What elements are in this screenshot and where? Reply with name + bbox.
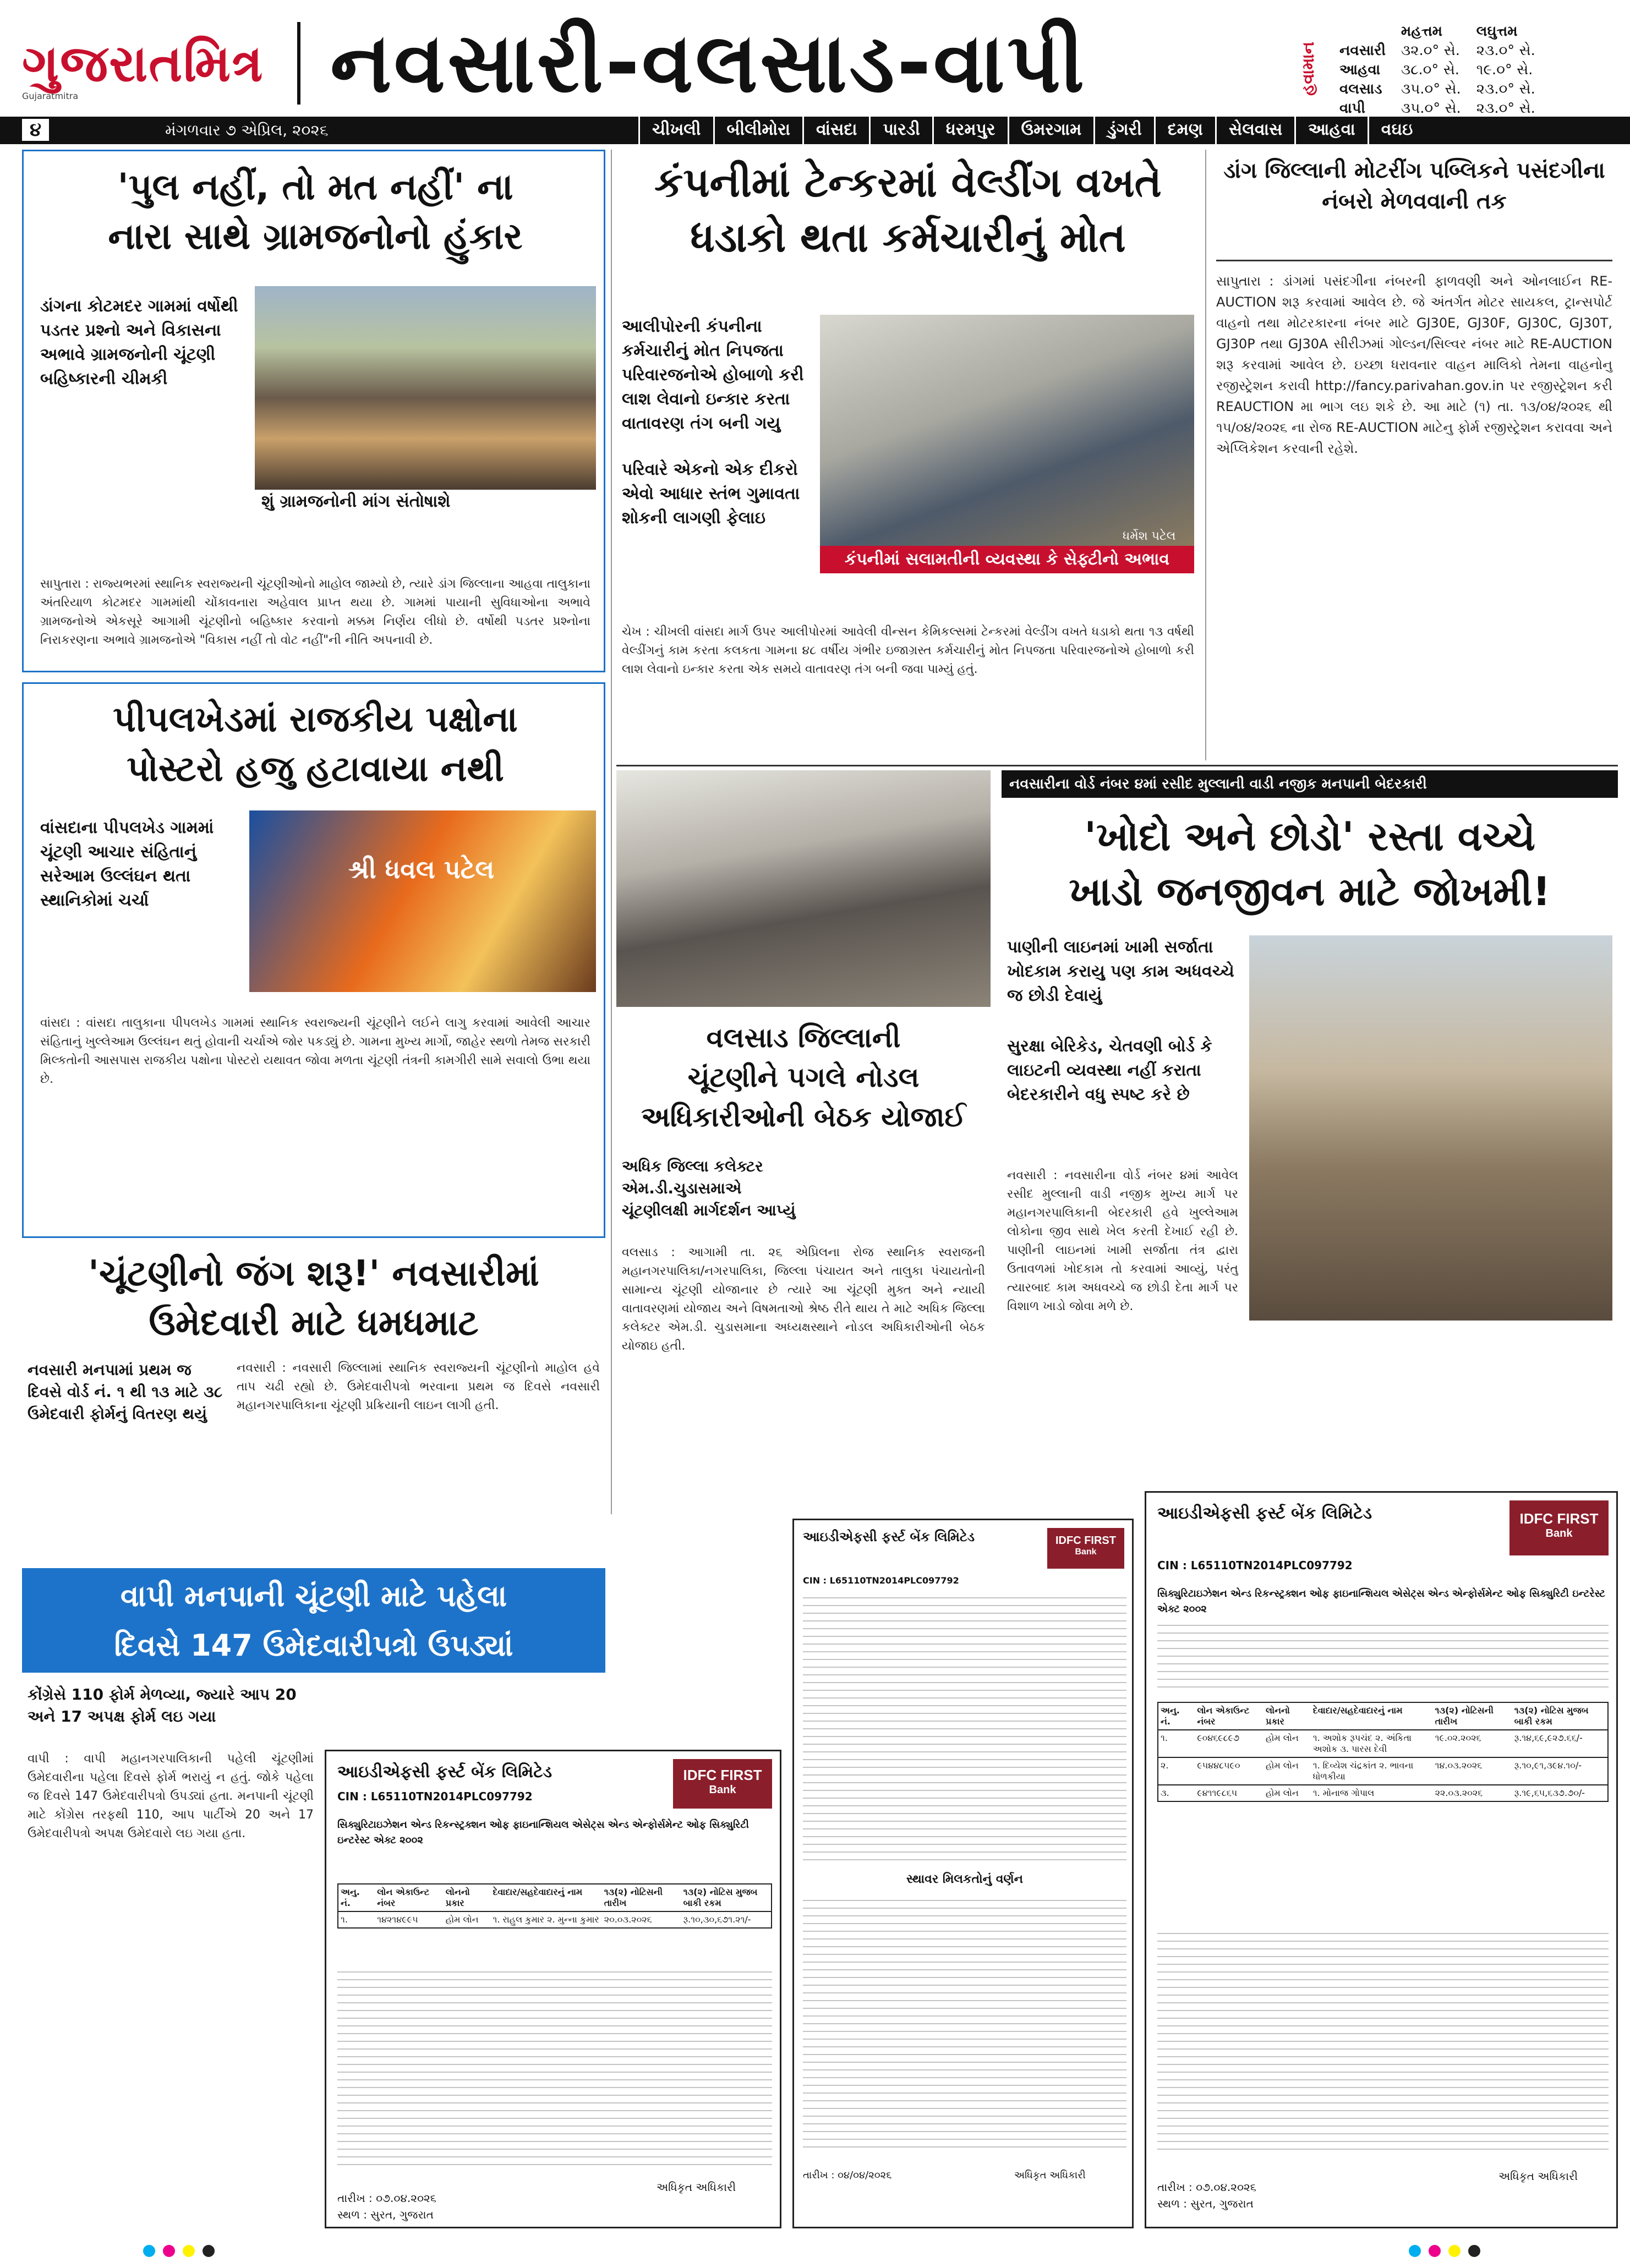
fine-print [803, 1900, 1126, 2153]
weather-row [1332, 61, 1543, 80]
logo-sub: Bank [1545, 1527, 1573, 1540]
table-row [337, 1912, 772, 1929]
bank-notice-right [1145, 1491, 1618, 2228]
cell: ૧. રાહુલ કુમાર ૨. મુન્ના કુમાર [493, 1914, 599, 1925]
col-header: અનુ. નં. [341, 1887, 360, 1908]
banner-line-1: વાપી મનપાની ચૂંટણી માટે પહેલા [120, 1579, 507, 1613]
cell: ૧૪.૦૩.૨૦૨૬ [1435, 1760, 1483, 1771]
town-chikhli: ચીખલી [638, 117, 713, 144]
story-body: નવસારી : નવસારી જિલ્લામાં સ્થાનિક સ્વરાજ્યની ચૂંટણીનો માહોલ હવે તાપ ચઢી રહ્યો છે. ઉમેદવારીપત્રો ભરવાના પ્રથમ જ દિવસે નવસારી મહાનગરપાલિકાના ચૂંટણી પ્રક્રિયાની લાઇન લાગી હતી. [237, 1361, 600, 1412]
town-pardi: પારડી [869, 117, 932, 144]
town-umargam: ઉમરગામ [1008, 117, 1094, 144]
notice-table [337, 1883, 772, 1929]
cell: હોમ લોન [1265, 1733, 1299, 1743]
banner-headline [22, 1568, 605, 1673]
magenta-mark [1429, 2245, 1441, 2257]
section-title: સ્થાવર મિલકતોનું વર્ણન [906, 1872, 1023, 1886]
pothole-photo [1249, 935, 1612, 1321]
cell: રૂ.૧૦,૩૦,૬૭૧.૨૧/- [683, 1914, 751, 1925]
photo-caption: શું ગ્રામજનોની માંગ સંતોષાશે [255, 490, 596, 513]
bank-name: આઇડીએફસી ફર્સ્ટ બેંક લિમિટેડ [1157, 1504, 1372, 1523]
cell: હોમ લોન [1265, 1788, 1299, 1798]
headline-line-1: વલસાડ જિલ્લાની [706, 1022, 901, 1054]
table-row [1157, 1785, 1609, 1802]
print-registration-marks-right [1409, 2245, 1488, 2259]
cell: ૨૦.૦૩.૨૦૨૬ [604, 1914, 652, 1925]
story-deck-2: પરિવારે એકનો એક દીકરો એવો આધાર સ્તંભ ગુમાવતા શોકની લાગણી ફેલાઇ [622, 460, 800, 528]
town-bilimora: બીલીમોરા [713, 117, 802, 144]
yellow-mark [183, 2245, 195, 2257]
story-body: નવસારી : નવસારીના વોર્ડ નંબર ૪માં આવેલ રસીદ મુલ્લાની વાડી નજીક મુખ્ય માર્ગ પર મહાનગરપાલિકાની બેદરકારી હવે ખુલ્લેઆમ લોકોના જીવ સાથે ખેલ કરતી દેખાઈ રહી છે. પાણીની લાઇનમાં ખામી સર્જાતા તંત્ર દ્વારા ઉતાવળમાં ખોદકામ તો કરવામાં આવ્યું, પરંતુ ત્યારબાદ કામ અધવચ્ચે જ છોડી દેતા માર્ગ પર વિશાળ ખાડો જોવા મળે છે. [1007, 1169, 1238, 1313]
notice-date: તારીખ : ૦૭.૦૪.૨૦૨૬ [337, 2192, 436, 2205]
notice-place: સ્થળ : સુરત, ગુજરાત [337, 2208, 434, 2221]
story-deck: અધિક જિલ્લા કલેક્ટર એમ.ડી.ચુડાસમાએ ચૂંટણીલક્ષી માર્ગદર્શન આપ્યું [622, 1157, 796, 1219]
signoff: અધિકૃત અધિકારી [657, 2181, 736, 2194]
weather-row [1332, 80, 1543, 99]
idfc-logo [1047, 1528, 1124, 1569]
town-ahwa: આહવા [1294, 117, 1368, 144]
town-list [638, 117, 1425, 144]
weather-city: વલસાડ [1339, 81, 1382, 97]
black-mark [203, 2245, 215, 2257]
fine-print [1157, 1625, 1609, 1691]
headline-line-1: 'પુલ નહીં, તો મત નહીં' ના [117, 166, 513, 208]
weather-min: ૨૩.૦° સે. [1476, 42, 1535, 59]
logo-text: IDFC FIRST [683, 1767, 762, 1783]
cell: ૨. [1161, 1760, 1169, 1771]
town-dharampur: ધરમપુર [932, 117, 1008, 144]
col-header: લોન એકાઉન્ટ નંબર [1197, 1705, 1250, 1727]
col-header: લોન એકાઉન્ટ નંબર [377, 1887, 430, 1908]
col-header: લોનનો પ્રકાર [445, 1887, 470, 1908]
idfc-logo [1509, 1500, 1609, 1555]
headline-line-1: 'ચૂંટણીનો જંગ શરૂ!' નવસારીમાં [88, 1253, 539, 1294]
notice-place: સ્થળ : સુરત, ગુજરાત [1157, 2197, 1254, 2210]
col-header: દેવાદાર/સહદેવાદારનું નામ [493, 1887, 583, 1897]
headline-line-1: કંપનીમાં ટેન્કરમાં વેલ્ડીંગ વખતે [654, 159, 1162, 206]
story-body: સાપુતારા : રાજ્યભરમાં સ્થાનિક સ્વરાજ્યની ચૂંટણીઓનો માહોલ જામ્યો છે, ત્યારે ડાંગ જિલ્લાના આહવા તાલુકાના અંતરિયાળ કોટમદર ગામમાંથી ચોંકાવનારા અહેવાલ પ્રાપ્ત થયા છે. ગામમાં પાયાની સુવિધાઓના અભાવે ગ્રામજનોએ એકસૂરે આગામી ચૂંટણીનો બહિષ્કાર કરવાનો મક્કમ નિર્ણય લીધો છે. વર્ષોથી પડતર પ્રશ્નોના નિરાકરણના અભાવે ગ્રામજનોએ "વિકાસ નહીં તો વોટ નહીં"ની નીતિ અપનાવી છે. [40, 577, 590, 647]
town-selvas: સેલવાસ [1215, 117, 1294, 144]
story-pothole [1002, 770, 1618, 1480]
headline-line-2: ચૂંટણીને પગલે નોડલ [687, 1061, 920, 1093]
weather-city: આહવા [1339, 62, 1381, 78]
story-election-rush [22, 1249, 605, 1557]
story-body: સાપુતારા : ડાંગમાં પસંદગીના નંબરની ફાળવણી અને ઓનલાઈન RE-AUCTION શરૂ કરવામાં આવેલ છે. જે અંતર્ગત મોટર સાયકલ, ટ્રાન્સપોર્ટ વાહનો તથા મોટરકારના નંબર માટે GJ30E, GJ30F, GJ30C, GJ30T, GJ30P તથા GJ30A સીરીઝમાં ગોલ્ડન/સિલ્વર નંબર માટે RE-AUCTION શરૂ કરવામાં આવેલ છે. ઇચ્છા ધરાવનાર વાહન માલિકો તેમના વાહનોનુ રજીસ્ટ્રેશન કરાવી http://fancy.parivahan.gov.in પર રજીસ્ટ્રેશન કરી REAUCTION મા ભાગ લઇ શકે છે. આ માટે (૧) તા. ૧૩/૦૪/૨૦૨૬ થી ૧૫/૦૪/૨૦૨૬ ના રોજ RE-AUCTION માટેનુ ફોર્મ રજીસ્ટ્રેશન કરાવવા અને એપ્લિકેશન કરવાની રહેશે. [1216, 273, 1612, 456]
notice-date: તારીખ : ૦૭.૦૪.૨૦૨૬ [1157, 2181, 1256, 2194]
cyan-mark [143, 2245, 155, 2257]
cell: રૂ.૧૪,૬૯,૯૨૭.૬૬/- [1514, 1733, 1583, 1743]
logo-text: IDFC FIRST [1519, 1510, 1599, 1527]
story-deck: ડાંગના કોટમદર ગામમાં વર્ષોથી પડતર પ્રશ્નો અને વિકાસના અભાવે ગ્રામજનોની ચૂંટણી બહિષ્કારની ચીમકી [40, 297, 238, 388]
print-registration-marks-left [143, 2245, 222, 2259]
story-posters [22, 682, 605, 1238]
cyan-mark [1409, 2245, 1421, 2257]
notice-table [1157, 1702, 1609, 1802]
meeting-photo [616, 770, 991, 1007]
col-header: લોનનો પ્રકાર [1265, 1705, 1290, 1727]
bank-cin: CIN : L65110TN2014PLC097792 [337, 1790, 533, 1803]
story-body: વાંસદા : વાંસદા તાલુકાના પીપલખેડ ગામમાં સ્થાનિક સ્વરાજ્યની ચૂંટણીને લઈને લાગુ કરવામાં આવેલી આચાર સંહિતાનું ખુલ્લેઆમ ઉલ્લંઘન થતું હોવાની ચર્ચાએ જોર પકડ્યું છે. ગામના મુખ્ય માર્ગો, જાહેર સ્થળો તેમજ સરકારી મિલ્કતોની આસપાસ રાજકીય પક્ષોના પોસ્ટરો યથાવત જોવા મળતા ચૂંટણી તંત્રની કામગીરી સામે સવાલો ઉભા થયા છે. [40, 1016, 590, 1086]
weather-city: નવસારી [1339, 42, 1386, 59]
story-vehicle-numbers [1211, 150, 1618, 760]
story-deck: આલીપોરની કંપનીના કર્મચારીનું મોત નિપજતા પરિવારજનોએ હોબાળો કરી લાશ લેવાનો ઇન્કાર કરતા વાતાવરણ તંગ બની ગયુ [622, 317, 804, 433]
story-body: વાપી : વાપી મહાનગરપાલિકાની પહેલી ચૂંટણીમાં ઉમેદવારીના પહેલા દિવસે ફોર્મ ભરાયું ન હતું. જોકે પહેલા જ દિવસે 147 ઉમેદવારીપત્રો ઉપડ્યાં હતા. મનપાની ચૂંટણી માટે કોંગ્રેસ તરફથી 110, આપ પાર્ટીએ 20 અને 17 ઉમેદવારીપત્રો અપક્ષ ઉમેદવારો લઇ ગયા હતા. [28, 1752, 314, 1840]
issue-date: મંગળવાર ૭ એપ્રિલ, ૨૦૨૬ [165, 121, 329, 139]
logo-sub: Bank [709, 1784, 736, 1796]
logo-subtitle: Gujaratmitra [22, 91, 79, 101]
logo-sub: Bank [1075, 1547, 1097, 1557]
weather-min: ૨૩.૦° સે. [1476, 100, 1535, 117]
cell: ૧૯.૦૨.૨૦૨૬ [1435, 1733, 1481, 1743]
date-bar [0, 117, 1630, 144]
edition-title: નવસારી-વલસાડ-વાપી [330, 15, 1087, 111]
headline-line-1: પીપલખેડમાં રાજકીય પક્ષોના [113, 699, 518, 740]
idfc-logo [673, 1759, 772, 1809]
cell: રૂ.૧૯,૬૫,૬૩૭.૭૦/- [1514, 1788, 1585, 1798]
weather-min: ૧૯.૦° સે. [1476, 62, 1533, 78]
bank-cin: CIN : L65110TN2014PLC097792 [1157, 1559, 1353, 1572]
table-row [1157, 1758, 1609, 1785]
weather-min: ૨૩.૦° સે. [1476, 81, 1535, 97]
cell: ૧. દિવ્યેશ ચંદ્રકાંત ૨. ભાવના ધોળકીયા [1312, 1760, 1414, 1782]
logo-text: IDFC FIRST [1055, 1535, 1116, 1547]
fine-print [803, 1597, 1126, 1861]
weather-box [1299, 22, 1618, 116]
fine-print [1157, 1933, 1609, 2153]
bank-name: આઇડીએફસી ફર્સ્ટ બેંક લિમિટેડ [803, 1529, 975, 1544]
cell: હોમ લોન [1265, 1760, 1299, 1771]
company-photo [820, 315, 1194, 546]
cell: ૯૦૪૬૯૮૯૭ [1197, 1733, 1240, 1743]
headline-line-2: પોસ્ટરો હજુ હટાવાયા નથી [127, 749, 504, 790]
story-tanker-blast [616, 150, 1200, 760]
story-deck-1: પાણીની લાઇનમાં ખામી સર્જાતા ખોદકામ કરાયુ પણ કામ અધવચ્ચે જ છોડી દેવાયું [1007, 938, 1234, 1005]
yellow-mark [1448, 2245, 1461, 2257]
notice-title: સિક્યુરિટાઇઝેશન એન્ડ રિકન્સ્ટ્રક્શન ઓફ ફાઇનાન્શિયલ એસેટ્સ એન્ડ એન્ફોર્સમેન્ટ ઓફ સિક્યુરિટી ઇન્ટરેસ્ટ એક્ટ ૨૦૦૨ [337, 1819, 749, 1846]
col-header: અનુ. નં. [1161, 1705, 1180, 1727]
story-deck-2: સુરક્ષા બેરિકેડ, ચેતવણી બોર્ડ કે લાઇટની વ્યવસ્થા નહીં કરાતા બેદરકારીને વધુ સ્પષ્ટ કરે છે [1007, 1037, 1212, 1104]
headline-line-2: ધડાકો થતા કર્મચારીનું મોત [690, 214, 1126, 261]
table-row [1157, 1730, 1609, 1758]
town-dungri: ડુંગરી [1093, 117, 1153, 144]
cell: હોમ લોન [445, 1914, 479, 1925]
signoff: અધિકૃત અધિકારી [1014, 2170, 1086, 2181]
story-deck: કોંગ્રેસે 110 ફોર્મ મેળવ્યા, જ્યારે આપ 20 અને 17 અપક્ષ ફોર્મ લઇ ગયા [28, 1685, 297, 1725]
headline-line-2: ઉમેદવારી માટે ધમધમાટ [149, 1303, 479, 1344]
protest-photo [255, 286, 596, 490]
col-header: ૧૩(૨) નોટિસ મુજબ બાકી રકમ [683, 1887, 758, 1908]
signoff: અધિકૃત અધિકારી [1498, 2170, 1578, 2183]
town-daman: દમણ [1154, 117, 1215, 144]
town-vansda: વાંસદા [802, 117, 869, 144]
col-header: ૧૩(૨) નોટિસની તારીખ [604, 1887, 663, 1908]
poster-photo [249, 810, 596, 992]
cell: રૂ.૧૦,૯૧,૩૯૪.૧૦/- [1514, 1760, 1582, 1771]
weather-max: ૩૫.૦° સે. [1401, 100, 1461, 117]
town-vaghai: વઘઇ [1368, 117, 1425, 144]
col-header: દેવાદાર/સહદેવાદારનું નામ [1312, 1705, 1403, 1716]
weather-row [1332, 41, 1543, 61]
story-deck: નવસારી મનપામાં પ્રથમ જ દિવસે વોર્ડ નં. ૧ થી ૧૩ માટે ૩૮ ઉમેદવારી ફોર્મનું વિતરણ થયું [28, 1361, 223, 1423]
cell: ૩. [1161, 1788, 1169, 1798]
story-body: ચેખ : ચીખલી વાંસદા માર્ગ ઉપર આલીપોરમાં આવેલી વીન્સન કેમિકલ્સમાં ટેન્કરમાં વેલ્ડીંગ વખતે ધડાકો થતા ૧૩ વર્ષથી વેલ્ડીંગનું કામ કરતા કલકતા ગામના ૪૮ વર્ષીય ગંભીર ઇજાગ્રસ્ત કર્મચારીનું મોત નિપજતા પરિવારજનોએ હોબાળો કરી લાશ લેવાનો ઇન્કાર કરતા એક સમયે વાતાવરણ તંગ બની જવા પામ્યું હતું. [622, 625, 1194, 676]
banner-line-2: દિવસે 147 ઉમેદવારીપત્રો ઉપડ્યાં [114, 1628, 513, 1663]
weather-table [1332, 22, 1543, 118]
masthead-divider [297, 22, 300, 105]
story-bridge-protest [22, 150, 605, 672]
weather-header-min: લઘુત્તમ [1476, 23, 1518, 40]
story-body: વલસાડ : આગામી તા. ૨૬ એપ્રિલના રોજ સ્થાનિક સ્વરાજની મહાનગરપાલિકા/નગરપાલિકા, જિલ્લા પંચાયત અને તાલુકા પંચાયતોની સામાન્ય ચૂંટણી યોજાનાર છે ત્યારે આ ચૂંટણી મુક્ત અને ન્યાયી વાતાવરણમાં યોજાય અને વિષમતાઓ શ્રેષ્ઠ રીતે થાય તે માટે અધિક જિલ્લા કલેક્ટર એમ.ડી. ચુડાસમાના અધ્યક્ષસ્થાને નોડલ અધિકારીઓની બેઠક યોજાઇ હતી. [622, 1246, 985, 1353]
magenta-mark [163, 2245, 175, 2257]
cell: ૧૪૨૧૪૯૯૫ [377, 1914, 418, 1925]
bank-notice-middle [792, 1519, 1134, 2228]
bank-name: આઇડીએફસી ફર્સ્ટ બેંક લિમિટેડ [337, 1762, 553, 1782]
cell: ૧. [1161, 1733, 1168, 1743]
cell: ૨૨.૦૩.૨૦૨૬ [1435, 1788, 1483, 1798]
story-nodal-meeting [616, 770, 991, 1480]
story-kicker: નવસારીના વોર્ડ નંબર ૪માં રસીદ મુલ્લાની વાડી નજીક મનપાની બેદરકારી [1002, 770, 1618, 798]
newspaper-logo: ગુજરાતમિત્ર [22, 34, 264, 93]
cell: ૧. મોનાજ ગોપાલ [1312, 1788, 1375, 1798]
column-rule [611, 150, 612, 1514]
cell: ૯૫૪૪૮૫૯૦ [1197, 1760, 1240, 1771]
headline-line-2: નારા સાથે ગ્રામજનોનો હુંકાર [108, 215, 523, 258]
weather-label: હવામાન [1299, 41, 1318, 96]
headline-line-1: 'ખોદો અને છોડો' રસ્તા વચ્ચે [1084, 813, 1535, 859]
column-rule [1205, 150, 1206, 760]
weather-row [1332, 99, 1543, 118]
poster-name: શ્રી ધવલ પટેલ [348, 854, 495, 884]
weather-max: ૩૮.૦° સે. [1401, 62, 1460, 78]
weather-max: ૩૫.૦° સે. [1401, 81, 1461, 97]
notice-title: સિક્યુરિટાઇઝેશન એન્ડ રિકન્સ્ટ્રક્શન ઓફ ફાઇનાન્શિયલ એસેટ્સ એન્ડ એન્ફોર્સમેન્ટ ઓફ સિક્યુરિટી ઇન્ટરેસ્ટ એક્ટ ૨૦૦૨ [1157, 1588, 1605, 1615]
story-headline: ડાંગ જિલ્લાની મોટરીંગ પબ્લિકને પસંદગીના નંબરો મેળવવાની તક [1223, 158, 1605, 214]
black-mark [1468, 2245, 1480, 2257]
cell: ૧. [341, 1914, 348, 1925]
photo-credit: ધર્મેશ પટેલ [1123, 529, 1176, 543]
headline-line-3: અધિકારીઓની બેઠક યોજાઈ [641, 1101, 966, 1133]
headline-line-2: ખાડો જનજીવન માટે જોખમી! [1069, 868, 1551, 914]
fine-print [337, 1971, 772, 2170]
col-header: ૧૩(૨) નોટિસ મુજબ બાકી રકમ [1514, 1705, 1589, 1727]
weather-header-max: મહત્તમ [1401, 23, 1442, 40]
weather-city: વાપી [1339, 100, 1365, 117]
story-deck: વાંસદાના પીપલખેડ ગામમાં ચૂંટણી આચાર સંહિતાનું સરેઆમ ઉલ્લંઘન થતા સ્થાનિકોમાં ચર્ચા [40, 818, 214, 910]
page-number: ૪ [22, 119, 49, 141]
col-header: ૧૩(૨) નોટિસની તારીખ [1435, 1705, 1494, 1727]
cell: ૧. અશોક રૂપચંદ ૨. અંકિતા અશોક ૩. પારસ દેવી [1312, 1733, 1412, 1754]
notice-date: તારીખ : ૦૪/૦૪/૨૦૨૬ [803, 2170, 892, 2181]
weather-max: ૩૨.૦° સે. [1401, 42, 1460, 59]
cell: ૯૪૧૧૯૮૬૫ [1197, 1788, 1238, 1798]
bank-notice-left [325, 1750, 781, 2228]
bank-cin: CIN : L65110TN2014PLC097792 [803, 1575, 959, 1586]
row-rule [616, 765, 1618, 766]
photo-caption: કંપનીમાં સલામતીની વ્યવસ્થા કે સેફ્ટીનો અભાવ [820, 546, 1194, 573]
headline-rule [1216, 260, 1612, 261]
